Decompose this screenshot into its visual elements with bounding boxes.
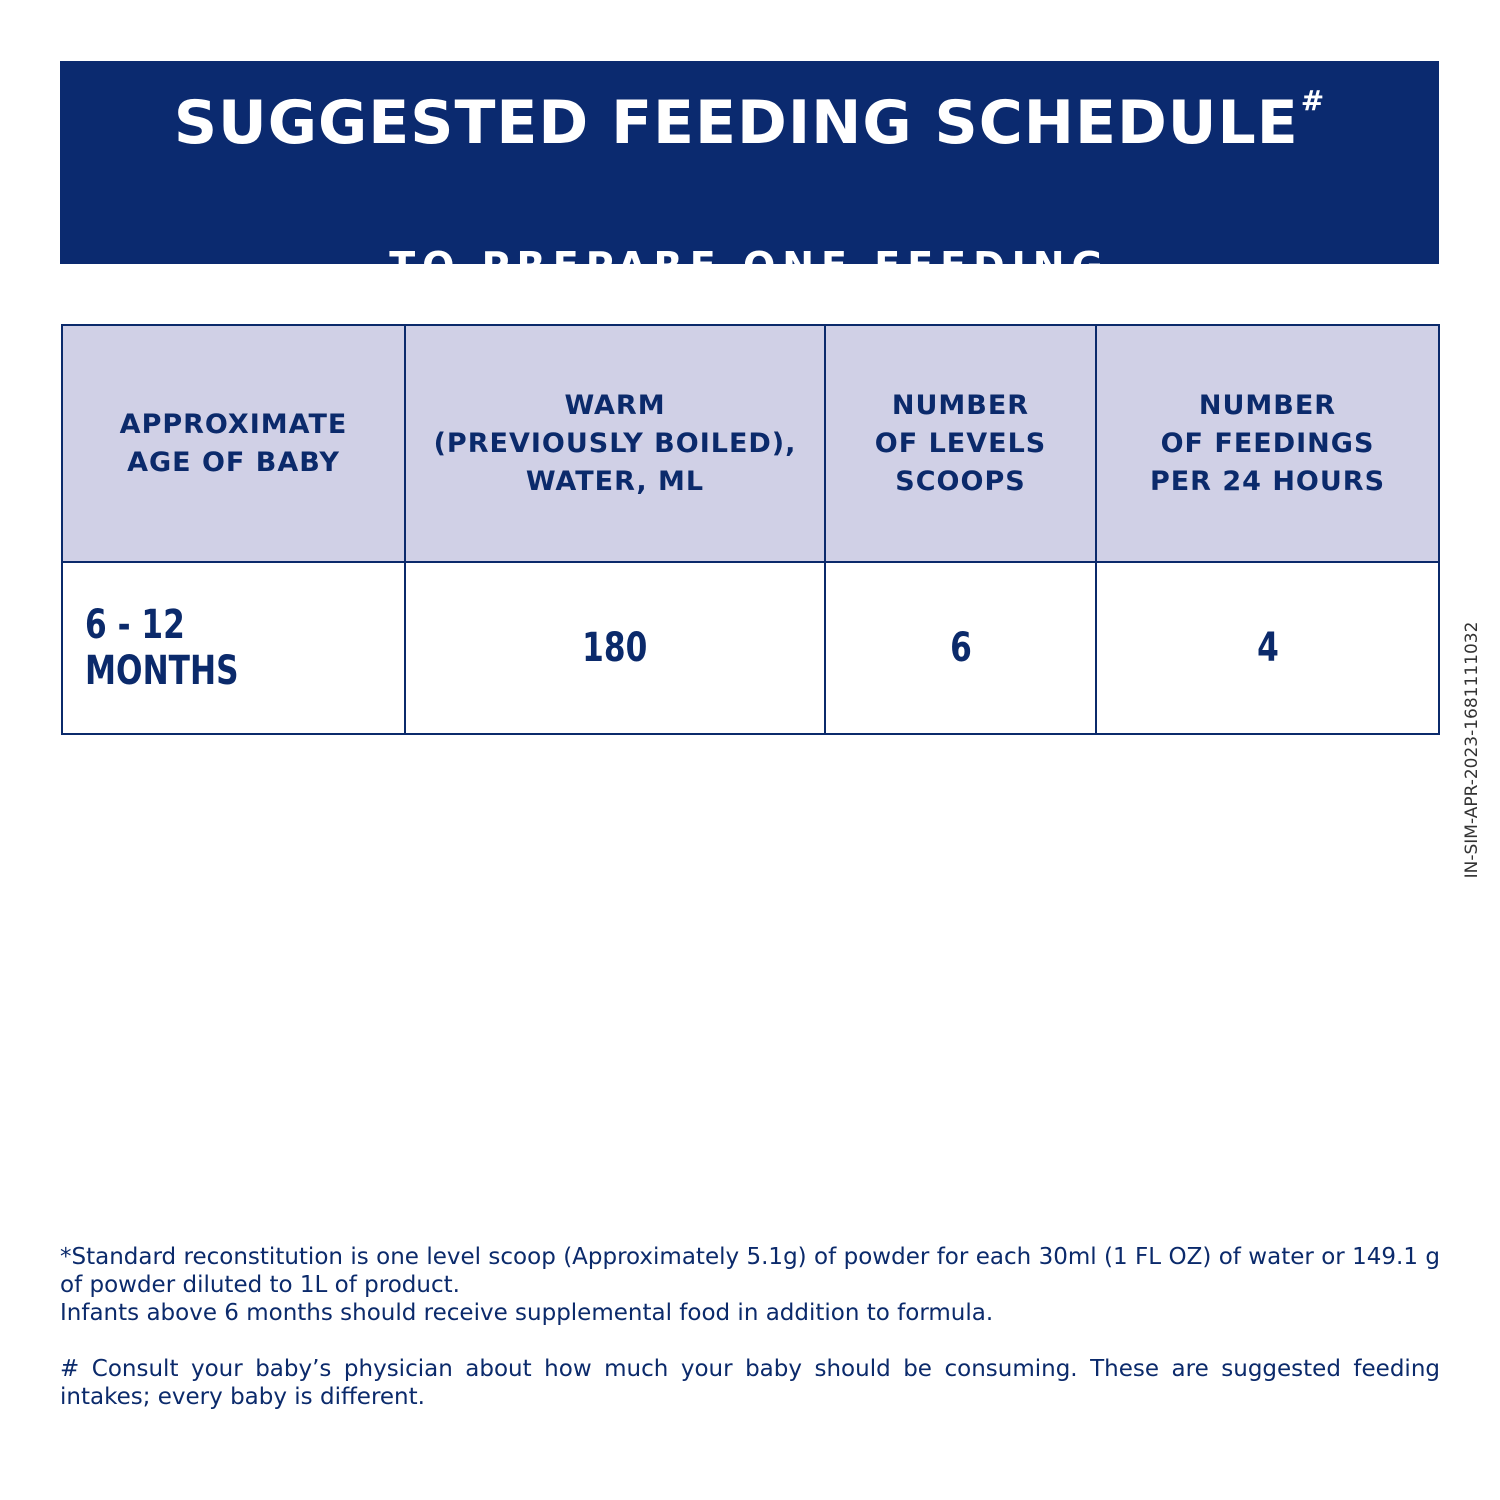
- document-code: IN-SIM-APR-2023-1681111032: [1462, 621, 1482, 879]
- cell-scoops-value: 6: [949, 625, 972, 671]
- header-scoops: [825, 325, 1096, 562]
- header-age: [62, 325, 405, 562]
- header-age-line: AGE OF BABY: [127, 446, 340, 478]
- header-feedings-line: OF FEEDINGS: [1160, 427, 1375, 459]
- header-feedings-line: PER 24 HOURS: [1149, 465, 1386, 497]
- footnote-consult: # Consult your baby’s physician about how much your baby should be consuming. These are suggested feeding intakes; every baby is different.: [60, 1356, 1440, 1410]
- table-row: [62, 562, 1439, 734]
- header-feedings: [1096, 325, 1439, 562]
- cell-age-value: 6 - 12 MONTHS: [85, 602, 239, 694]
- footnote-reconstitution: *Standard reconstitution is one level scoop (Approximately 5.1g) of powder for each 30ml (1 FL OZ) of water or 149.1 g of powder diluted to 1L of product.: [60, 1244, 1440, 1298]
- cell-water-value: 180: [582, 625, 648, 671]
- header-water-line: WATER, ML: [525, 465, 705, 497]
- header-water: [405, 325, 825, 562]
- footnotes: [60, 1243, 1440, 1411]
- cell-feedings-value: 4: [1256, 625, 1279, 671]
- header-scoops-line: NUMBER: [891, 389, 1030, 421]
- header-feedings-line: NUMBER: [1198, 389, 1337, 421]
- cell-feedings: [1096, 562, 1439, 734]
- header-banner: [60, 61, 1439, 288]
- table-header-row: [62, 325, 1439, 562]
- header-age-line: APPROXIMATE: [119, 408, 348, 440]
- header-scoops-line: OF LEVELS: [874, 427, 1047, 459]
- header-scoops-line: SCOOPS: [895, 465, 1026, 497]
- title-footnote-mark: #: [1300, 84, 1326, 117]
- header-water-line: WARM: [564, 389, 666, 421]
- footnote-supplemental: Infants above 6 months should receive supplemental food in addition to formula.: [60, 1300, 994, 1326]
- cell-scoops: [825, 562, 1096, 734]
- cell-age: [62, 562, 405, 734]
- page-subtitle: TO PREPARE ONE FEEDING: [389, 244, 1110, 288]
- cell-water: [405, 562, 825, 734]
- header-water-line: (PREVIOUSLY BOILED),: [433, 427, 797, 459]
- footnote-spacer: [60, 1327, 1440, 1355]
- feeding-schedule-table: [61, 324, 1440, 735]
- page-title: SUGGESTED FEEDING SCHEDULE#: [173, 84, 1326, 158]
